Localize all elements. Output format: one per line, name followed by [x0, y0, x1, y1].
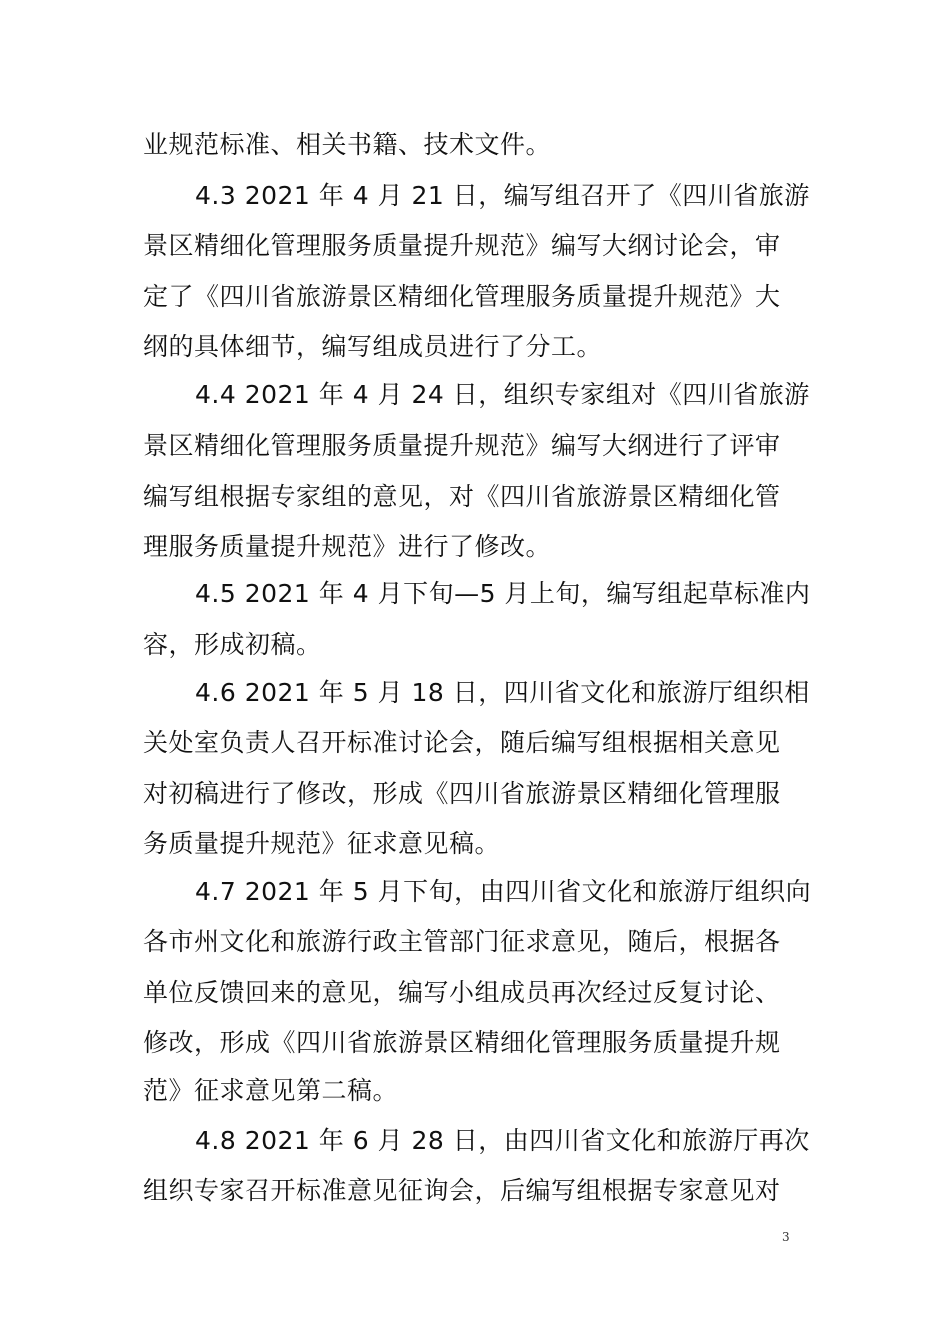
text-line: 容，形成初稿。 [143, 630, 322, 659]
text-line: 定了《四川省旅游景区精细化管理服务质量提升规范》大 [143, 282, 781, 311]
text-line: 对初稿进行了修改，形成《四川省旅游景区精细化管理服 [143, 779, 781, 808]
text-line: 修改，形成《四川省旅游景区精细化管理服务质量提升规 [143, 1028, 781, 1057]
paragraph-4-8-line: 4.8 2021 年 6 月 28 日，由四川省文化和旅游厅再次 [195, 1126, 810, 1155]
paragraph-4-7-line: 4.7 2021 年 5 月下旬，由四川省文化和旅游厅组织向 [195, 877, 812, 906]
paragraph-4-4-line: 4.4 2021 年 4 月 24 日，组织专家组对《四川省旅游 [195, 380, 810, 409]
text-line: 务质量提升规范》征求意见稿。 [143, 829, 501, 858]
paragraph-4-3-line: 4.3 2021 年 4 月 21 日，编写组召开了《四川省旅游 [195, 181, 810, 210]
text-line: 各市州文化和旅游行政主管部门征求意见，随后，根据各 [143, 927, 781, 956]
page-number: 3 [782, 1230, 790, 1244]
text-line: 景区精细化管理服务质量提升规范》编写大纲进行了评审 [143, 431, 781, 460]
text-line: 编写组根据专家组的意见，对《四川省旅游景区精细化管 [143, 482, 781, 511]
text-line: 景区精细化管理服务质量提升规范》编写大纲讨论会，审 [143, 231, 781, 260]
paragraph-4-6-line: 4.6 2021 年 5 月 18 日，四川省文化和旅游厅组织相 [195, 678, 810, 707]
text-line: 业规范标准、相关书籍、技术文件。 [143, 130, 552, 159]
text-line: 关处室负责人召开标准讨论会，随后编写组根据相关意见 [143, 728, 781, 757]
paragraph-4-5-line: 4.5 2021 年 4 月下旬—5 月上旬，编写组起草标准内 [195, 579, 811, 608]
text-line: 纲的具体细节，编写组成员进行了分工。 [143, 332, 603, 361]
text-line: 范》征求意见第二稿。 [143, 1076, 399, 1105]
text-line: 组织专家召开标准意见征询会，后编写组根据专家意见对 [143, 1176, 781, 1205]
text-line: 理服务质量提升规范》进行了修改。 [143, 532, 552, 561]
text-line: 单位反馈回来的意见，编写小组成员再次经过反复讨论、 [143, 978, 781, 1007]
